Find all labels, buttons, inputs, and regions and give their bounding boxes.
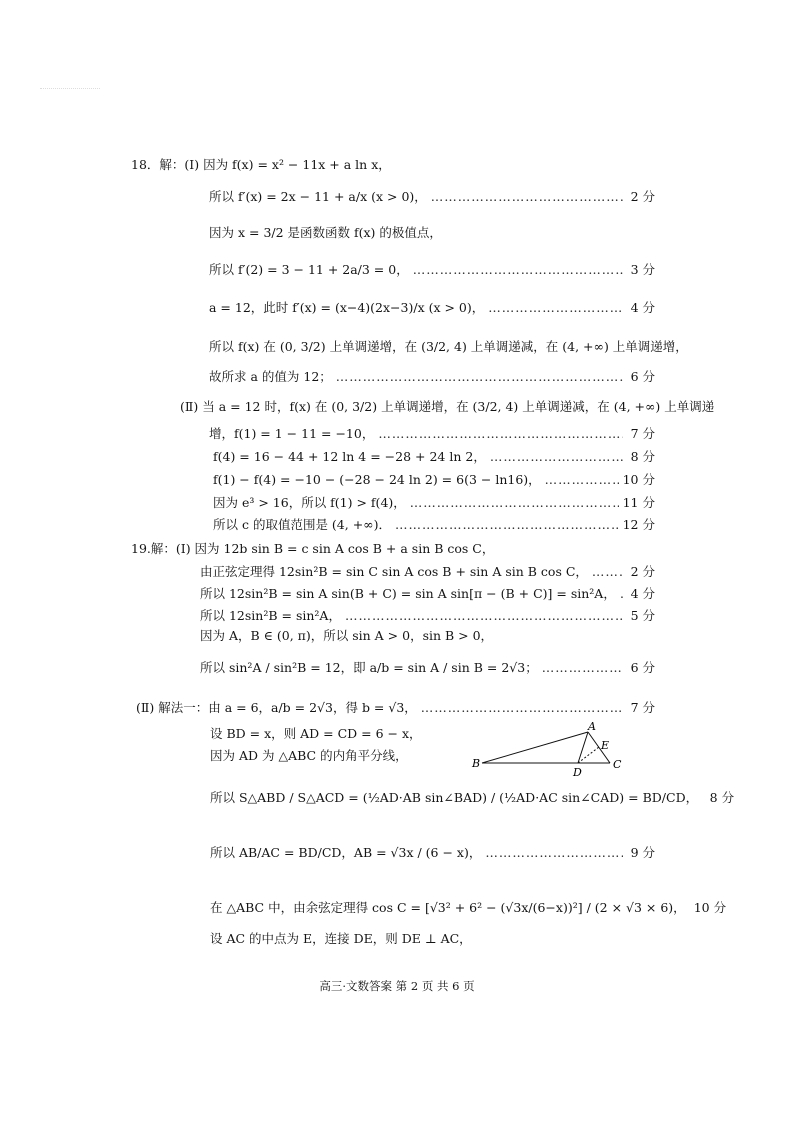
q18-step-3: 所以 f′(2) = 3 − 11 + 2a/3 = 0， …………………………………………………………………………………………………………………………………………………………………… 3 分 bbox=[209, 262, 655, 278]
q18-step-8: f(4) = 16 − 44 + 12 ln 4 = −28 + 24 ln 2， …………………………………………………………………………………………………………………………………………………………………… 8 分 bbox=[213, 449, 655, 465]
q19-step-11: 设 AC 的中点为 E，连接 DE，则 DE ⊥ AC， bbox=[210, 931, 472, 946]
q18-step-4: a = 12，此时 f′(x) = (x−4)(2x−3)/x (x > 0)， …………………………………………………………………………………………………………………………………………………………………… 4 分 bbox=[209, 300, 655, 316]
q19-step-7: 因为 AD 为 △ABC 的内角平分线， bbox=[210, 748, 408, 763]
label-b: B bbox=[472, 757, 481, 770]
page-footer: 高三·文数答案 第 2 页 共 6 页 bbox=[319, 979, 475, 993]
scan-mark bbox=[40, 88, 100, 89]
q18-step-10: 因为 e³ > 16，所以 f(1) > f(4)， …………………………………………………………………………………………………………………………………………………………………… 11 分 bbox=[213, 495, 655, 511]
label-a: A bbox=[588, 720, 596, 733]
q18-step-11: 所以 c 的取值范围是 (4, +∞)． …………………………………………………………………………………………………………………………………………………………………… 12 分 bbox=[213, 517, 655, 533]
label-e: E bbox=[601, 739, 610, 752]
q19-step-6: 设 BD = x，则 AD = CD = 6 − x， bbox=[210, 726, 422, 741]
q18-step-9: f(1) − f(4) = −10 − (−28 − 24 ln 2) = 6(3 − ln16)， …………………………………………………………………………………………………………………………………………………………………… 10 分 bbox=[213, 472, 655, 488]
q19-step-3: 所以 12sin²B = sin²A， …………………………………………………………………………………………………………………………………………………………………… 5 分 bbox=[200, 608, 655, 624]
q19-step-2: 所以 12sin²B = sin A sin(B + C) = sin A sin[π − (B + C)] = sin²A， …………………………………………………………………………………………………………………………………………………………………… 4 分 bbox=[200, 586, 655, 602]
q18-step-7: 增，f(1) = 1 − 11 = −10， …………………………………………………………………………………………………………………………………………………………………… 7 分 bbox=[209, 426, 655, 442]
q18-step-6: 故所求 a 的值为 12； …………………………………………………………………………………………………………………………………………………………………… 6 分 bbox=[209, 369, 655, 385]
q19-step-5: 所以 sin²A / sin²B = 12，即 a/b = sin A / sin B = 2√3； …………………………………………………………………………………………………………………………………………………………………… 6 分 bbox=[200, 660, 655, 676]
label-d: D bbox=[573, 766, 582, 779]
q18-step-2: 因为 x = 3/2 是函数函数 f(x) 的极值点， bbox=[209, 225, 442, 240]
segment-ba bbox=[482, 732, 588, 763]
q19-header: 19.解：(Ⅰ) 因为 12b sin B = c sin A cos B + a sin B cos C， bbox=[131, 541, 495, 556]
q18-step-1: 所以 f′(x) = 2x − 11 + a/x (x > 0)， …………………………………………………………………………………………………………………………………………………………………… 2 分 bbox=[209, 189, 655, 205]
label-c: C bbox=[613, 758, 622, 771]
q18-step-5: 所以 f(x) 在 (0, 3/2) 上单调递增，在 (3/2, 4) 上单调递减，在 (4, +∞) 上单调递增， bbox=[209, 339, 688, 354]
segment-de bbox=[578, 747, 599, 763]
q19-step-4: 因为 A，B ∈ (0, π)，所以 sin A > 0，sin B > 0， bbox=[200, 628, 494, 643]
triangle-figure bbox=[470, 720, 630, 782]
q18-header: 18．解：(Ⅰ) 因为 f(x) = x² − 11x + a ln x， bbox=[131, 157, 391, 172]
segment-ad bbox=[578, 732, 588, 763]
q19-step-1: 由正弦定理得 12sin²B = sin C sin A cos B + sin A sin B cos C， …………………………………………………………………………………………………………………………………………………………………… 2 分 bbox=[200, 564, 655, 580]
q19-step-9: 所以 AB/AC = BD/CD，AB = √3x / (6 − x)， …………………………………………………………………………………………………………………………………………………………………… 9 分 bbox=[210, 845, 655, 861]
q19-part2-header: (Ⅱ) 解法一：由 a = 6，a/b = 2√3，得 b = √3， …………………………………………………………………………………………………………………………………………………………………… 7 分 bbox=[136, 700, 655, 716]
q19-step-8: 所以 S△ABD / S△ACD = (½AD·AB sin∠BAD) / (½AD·AC sin∠CAD) = BD/CD， 8 分 bbox=[210, 790, 735, 805]
q18-part2-header: (Ⅱ) 当 a = 12 时，f(x) 在 (0, 3/2) 上单调递增，在 (3/2, 4) 上单调递减，在 (4, +∞) 上单调递 bbox=[180, 399, 715, 414]
q19-step-10: 在 △ABC 中，由余弦定理得 cos C = [√3² + 6² − (√3x/(6−x))²] / (2 × √3 × 6)， 10 分 bbox=[210, 900, 727, 915]
